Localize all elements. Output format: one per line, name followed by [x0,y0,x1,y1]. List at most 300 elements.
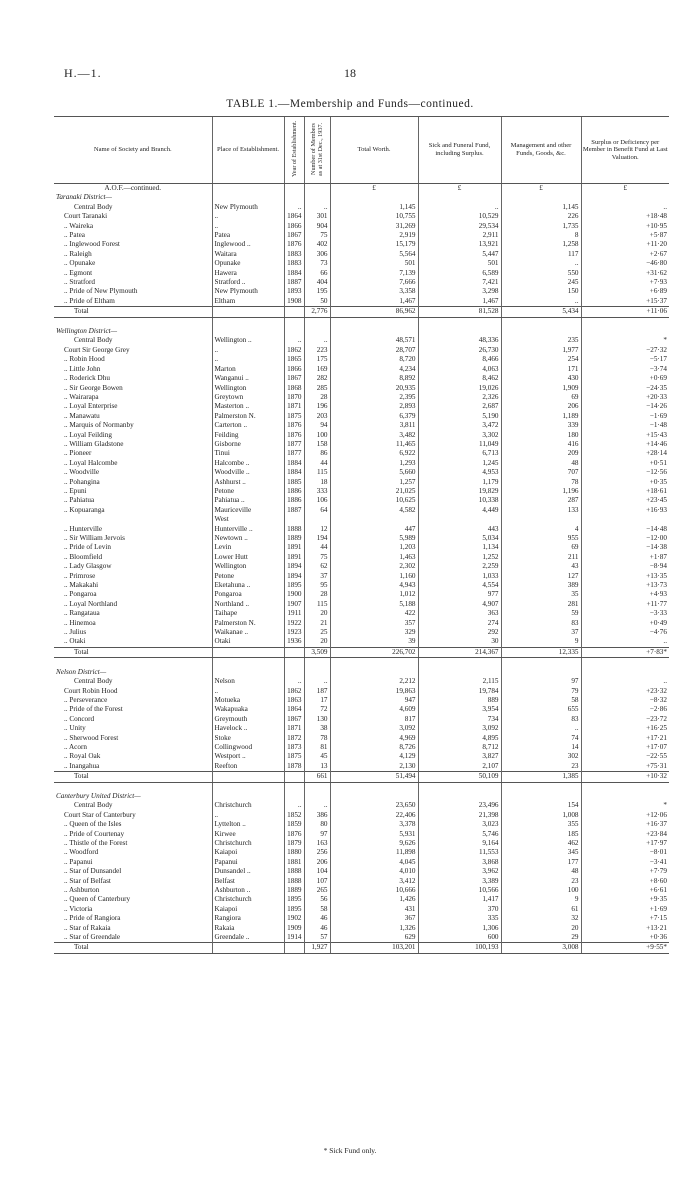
management-cell: 32 [501,914,581,923]
blank-cell [212,658,284,668]
management-cell: 37 [501,628,581,637]
worth-cell: 7,139 [330,269,418,278]
place-cell: Inglewood .. [212,240,284,249]
blank-cell [330,658,418,668]
year-cell: 1871 [284,402,304,411]
table-row [54,346,669,355]
blank-cell [304,193,330,202]
blank-cell [330,782,418,792]
worth-cell: 4,234 [330,365,418,374]
worth-cell: 8,892 [330,374,418,383]
surplus-cell: .. [581,203,669,212]
spacer-row [54,658,669,668]
sick-fund-cell: 274 [418,619,501,628]
surplus-cell: +13·35 [581,572,669,581]
year-cell: 1867 [284,374,304,383]
table-row [54,677,669,686]
management-cell: .. [501,724,581,733]
sick-fund-cell: 3,868 [418,858,501,867]
table-row [54,496,669,505]
members-cell: 21 [304,619,330,628]
sick-fund-cell: 6,713 [418,449,501,458]
surplus-cell: +0·35 [581,478,669,487]
worth-cell: 3,092 [330,724,418,733]
surplus-cell: −23·72 [581,715,669,724]
members-cell: 46 [304,924,330,933]
sick-fund-cell: 26,730 [418,346,501,355]
blank-cell [284,317,304,327]
members-cell: 50 [304,297,330,307]
year-cell: 1862 [284,346,304,355]
blank-cell [54,658,212,668]
branch-name: .. Primrose [64,571,96,580]
society-heading: A.O.F.—continued. [104,184,162,192]
worth-cell: 19,863 [330,687,418,696]
blank-cell [284,772,304,782]
year-cell: 1852 [284,811,304,820]
table-row [54,440,669,449]
worth-cell: 10,666 [330,886,418,895]
table-row [54,839,669,848]
branch-name: .. Marquis of Normanby [64,421,134,430]
worth-cell: 1,160 [330,572,418,581]
surplus-cell: −24·35 [581,384,669,393]
branch-name: .. Star of Greendale [64,933,121,942]
sick-fund-cell: 30 [418,637,501,647]
worth-cell: 4,969 [330,734,418,743]
table-row [54,506,669,515]
blank-cell [212,943,284,953]
members-cell: 64 [304,506,330,515]
place-cell: Belfast [212,877,284,886]
worth-cell: 10,755 [330,212,418,221]
worth-cell: 4,129 [330,752,418,761]
col-header-surplus: Surplus or Deficiency per Member in Benefit Fund at Last Valuation. [581,117,669,184]
members-cell: 187 [304,687,330,696]
management-cell: 9 [501,895,581,904]
sick-fund-cell: 3,023 [418,820,501,829]
worth-cell: 431 [330,905,418,914]
district-title: Canterbury United District— [56,791,141,800]
branch-name: .. Bloomfield [64,552,103,561]
branch-name: .. Roderick Dhu [64,374,110,383]
year-cell: 1859 [284,820,304,829]
table-row [54,336,669,345]
branch-name: .. Pride of the Forest [64,705,123,714]
management-cell: 355 [501,820,581,829]
table-row [54,355,669,364]
members-cell: 75 [304,231,330,240]
surplus-cell: +7·15 [581,914,669,923]
page-number: 18 [344,66,356,80]
branch-name: .. Kopuaranga [64,505,105,514]
surplus-cell: +16·25 [581,724,669,733]
members-cell: .. [304,677,330,686]
table-body [54,184,669,954]
surplus-cell: −4·76 [581,628,669,637]
place-cell: Hawera [212,269,284,278]
year-cell: 1889 [284,534,304,543]
members-cell: 38 [304,724,330,733]
table-row [54,525,669,534]
members-cell: 196 [304,402,330,411]
place-cell: Ashhurst .. [212,478,284,487]
management-cell: 177 [501,858,581,867]
place-cell: Patea [212,231,284,240]
sick-fund-cell: 2,259 [418,562,501,571]
branch-name: .. Papanui [64,857,93,866]
branch-name: .. Pahiatua [64,496,95,505]
table-row [54,222,669,231]
table-row [54,287,669,296]
branch-name: .. Stratford [64,278,95,287]
members-cell: 18 [304,478,330,487]
sick-fund-cell: 5,746 [418,830,501,839]
members-cell: 44 [304,543,330,552]
worth-cell: 1,145 [330,203,418,212]
total-worth: 86,962 [330,307,418,317]
district-title: Wellington District— [56,327,118,336]
members-cell: 44 [304,459,330,468]
place-cell: Reefton [212,762,284,772]
management-cell: 78 [501,478,581,487]
members-cell: 285 [304,384,330,393]
surplus-cell: +75·31 [581,762,669,772]
blank-cell [304,327,330,336]
place-cell: Waikanae .. [212,628,284,637]
blank-cell [212,307,284,317]
branch-name: .. Sherwood Forest [64,733,119,742]
members-cell: 20 [304,609,330,618]
place-cell: .. [212,212,284,221]
table-row [54,572,669,581]
table-row [54,374,669,383]
place-cell: Kaiapoi [212,905,284,914]
sick-fund-cell: 8,466 [418,355,501,364]
place-cell: Newtown .. [212,534,284,543]
branch-name: .. Robin Hood [64,355,105,364]
total-members: 3,509 [304,647,330,657]
management-cell: 171 [501,365,581,374]
blank-cell [581,668,669,677]
management-cell: 1,196 [501,487,581,496]
worth-cell: 6,379 [330,412,418,421]
worth-cell: 10,625 [330,496,418,505]
place-cell: Pongaroa [212,590,284,599]
year-cell: 1909 [284,924,304,933]
worth-cell: 367 [330,914,418,923]
surplus-cell: .. [581,677,669,686]
branch-name: .. Queen of Canterbury [64,895,131,904]
col-header-name: Name of Society and Branch. [54,117,212,184]
year-cell: 1876 [284,830,304,839]
surplus-cell [581,515,669,524]
sick-fund-cell: 292 [418,628,501,637]
blank-cell [212,782,284,792]
table-row [54,820,669,829]
year-cell: 1876 [284,431,304,440]
branch-name: .. Rangataua [64,609,100,618]
surplus-cell: −12·00 [581,534,669,543]
worth-cell: 3,412 [330,877,418,886]
sick-fund-cell: 3,302 [418,431,501,440]
blank-cell [212,772,284,782]
surplus-cell: −14·38 [581,543,669,552]
worth-cell: 9,626 [330,839,418,848]
surplus-cell: +17·07 [581,743,669,752]
sick-fund-cell: 10,338 [418,496,501,505]
table-title: TABLE 1.—Membership and Funds—continued. [226,98,474,110]
branch-name: .. Hunterville [64,524,103,533]
members-cell: .. [304,801,330,810]
branch-name: .. Star of Belfast [64,876,111,885]
total-worth: 103,201 [330,943,418,953]
management-cell: 133 [501,506,581,515]
surplus-cell: −8·01 [581,848,669,857]
management-cell: 9 [501,637,581,647]
table-row [54,811,669,820]
year-cell: 1880 [284,848,304,857]
table-row [54,628,669,637]
management-cell: 206 [501,402,581,411]
sick-fund-cell: 3,298 [418,287,501,296]
table-row [54,250,669,259]
sick-fund-cell: 10,566 [418,886,501,895]
table-row [54,867,669,876]
members-cell: 13 [304,762,330,772]
sick-fund-cell: 4,449 [418,506,501,515]
total-surplus: +9·55* [581,943,669,953]
worth-cell: 6,922 [330,449,418,458]
surplus-cell: +31·62 [581,269,669,278]
surplus-cell: +23·84 [581,830,669,839]
worth-cell: 1,326 [330,924,418,933]
worth-cell: 48,571 [330,336,418,345]
members-cell: 265 [304,886,330,895]
blank-cell [212,184,284,194]
surplus-cell: +13·73 [581,581,669,590]
table-row [54,421,669,430]
branch-name: .. Pride of Eltham [64,296,115,305]
currency-symbol: £ [330,184,418,194]
worth-cell: 1,203 [330,543,418,552]
table-row [54,687,669,696]
table-row [54,212,669,221]
management-cell: 97 [501,677,581,686]
members-cell: 115 [304,468,330,477]
management-cell: 83 [501,715,581,724]
worth-cell: 39 [330,637,418,647]
year-cell: 1902 [284,914,304,923]
management-cell: 185 [501,830,581,839]
management-cell: 100 [501,886,581,895]
worth-cell: 11,898 [330,848,418,857]
year-cell: 1875 [284,752,304,761]
currency-symbol: £ [418,184,501,194]
management-cell: 23 [501,762,581,772]
place-cell: New Plymouth [212,203,284,212]
surplus-cell: −27·32 [581,346,669,355]
management-cell: .. [501,297,581,307]
table-row [54,203,669,212]
year-cell: 1883 [284,250,304,259]
management-cell: 416 [501,440,581,449]
year-cell: 1923 [284,628,304,637]
year-cell: 1884 [284,269,304,278]
surplus-cell: +28·14 [581,449,669,458]
year-cell: 1862 [284,687,304,696]
table-row [54,487,669,496]
branch-name: .. Raleigh [64,249,92,258]
blank-cell [330,327,418,336]
management-cell: 59 [501,609,581,618]
branch-name: .. Wairarapa [64,392,99,401]
year-cell: 1884 [284,459,304,468]
year-cell: 1888 [284,867,304,876]
worth-cell: 4,010 [330,867,418,876]
col-header-year [284,117,304,184]
branch-name: .. Thistle of the Forest [64,838,128,847]
sick-fund-cell: 335 [418,914,501,923]
place-cell: Dunsandel .. [212,867,284,876]
worth-cell: 23,650 [330,801,418,810]
surplus-cell: .. [581,637,669,647]
sick-fund-cell: 370 [418,905,501,914]
worth-cell: 5,660 [330,468,418,477]
total-label: Total [54,772,212,782]
sick-fund-cell: 600 [418,933,501,943]
branch-name: .. Sir George Bowen [64,383,123,392]
year-cell: 1866 [284,365,304,374]
place-cell: Otaki [212,637,284,647]
management-cell: 345 [501,848,581,857]
branch-name: .. Royal Oak [64,752,101,761]
members-cell: 62 [304,562,330,571]
branch-name: .. Inglewood Forest [64,240,120,249]
total-management: 5,434 [501,307,581,317]
place-cell: New Plymouth [212,287,284,296]
sick-fund-cell: 5,034 [418,534,501,543]
members-cell: 80 [304,820,330,829]
blank-cell [501,792,581,801]
sick-fund-cell: 29,534 [418,222,501,231]
blank-cell [418,327,501,336]
members-cell: 104 [304,867,330,876]
members-cell: 81 [304,743,330,752]
district-title: Taranaki District— [56,193,112,202]
place-cell: Motueka [212,696,284,705]
blank-cell [581,782,669,792]
place-cell: Opunake [212,259,284,268]
place-cell: Westport .. [212,752,284,761]
place-cell: Nelson [212,677,284,686]
surplus-cell: +0·49 [581,619,669,628]
currency-symbol: £ [581,184,669,194]
worth-cell: 357 [330,619,418,628]
management-cell: 1,189 [501,412,581,421]
blank-cell [212,193,284,202]
table-row [54,468,669,477]
management-cell: 302 [501,752,581,761]
table-row [54,297,669,307]
worth-cell: 2,395 [330,393,418,402]
worth-cell: 422 [330,609,418,618]
surplus-cell: +12·06 [581,811,669,820]
worth-cell: 2,212 [330,677,418,686]
place-cell: .. [212,346,284,355]
year-cell: 1893 [284,287,304,296]
place-cell: .. [212,355,284,364]
management-cell: 61 [501,905,581,914]
branch-name: Central Body [74,677,113,686]
worth-cell: 5,989 [330,534,418,543]
worth-cell: 1,467 [330,297,418,307]
district-total-row [54,647,669,657]
surplus-cell: * [581,336,669,345]
surplus-cell: +11·20 [581,240,669,249]
blank-cell [581,327,669,336]
blank-cell [330,668,418,677]
management-cell: 43 [501,562,581,571]
branch-name: .. Pohangina [64,477,100,486]
spacer-row [54,317,669,327]
surplus-cell: +23·45 [581,496,669,505]
branch-name: .. Woodford [64,848,99,857]
year-cell: 1875 [284,412,304,421]
sick-fund-cell: 2,107 [418,762,501,772]
members-cell: 25 [304,628,330,637]
blank-cell [304,317,330,327]
surplus-cell: −12·56 [581,468,669,477]
year-cell: 1894 [284,562,304,571]
branch-name: .. Unity [64,724,86,733]
place-cell: .. [212,222,284,231]
district-total-row [54,772,669,782]
sick-fund-cell: .. [418,203,501,212]
total-surplus: +11·06 [581,307,669,317]
worth-cell: 4,943 [330,581,418,590]
place-cell: Wellington .. [212,336,284,345]
worth-cell: 4,609 [330,705,418,714]
table-header-row [54,117,669,184]
year-cell: 1879 [284,839,304,848]
sick-fund-cell: 1,245 [418,459,501,468]
management-cell: 79 [501,687,581,696]
members-cell: 203 [304,412,330,421]
worth-cell: 329 [330,628,418,637]
blank-cell [304,184,330,194]
branch-name: Court Robin Hood [64,686,118,695]
surplus-cell: −5·17 [581,355,669,364]
worth-cell: 1,463 [330,553,418,562]
members-cell: 256 [304,848,330,857]
place-cell: Pahiatua .. [212,496,284,505]
management-cell: 35 [501,590,581,599]
total-members: 661 [304,772,330,782]
branch-name: .. Manawatu [64,411,100,420]
place-cell: Kaiapoi [212,848,284,857]
place-cell: Wellington [212,384,284,393]
table-row [54,609,669,618]
surplus-cell: +0·36 [581,933,669,943]
branch-name: Court Star of Canterbury [64,810,136,819]
branch-name: Court Taranaki [64,212,108,221]
members-cell: 78 [304,734,330,743]
members-cell: .. [304,336,330,345]
management-cell: 74 [501,734,581,743]
branch-name: Central Body [74,801,113,810]
worth-cell: 2,130 [330,762,418,772]
